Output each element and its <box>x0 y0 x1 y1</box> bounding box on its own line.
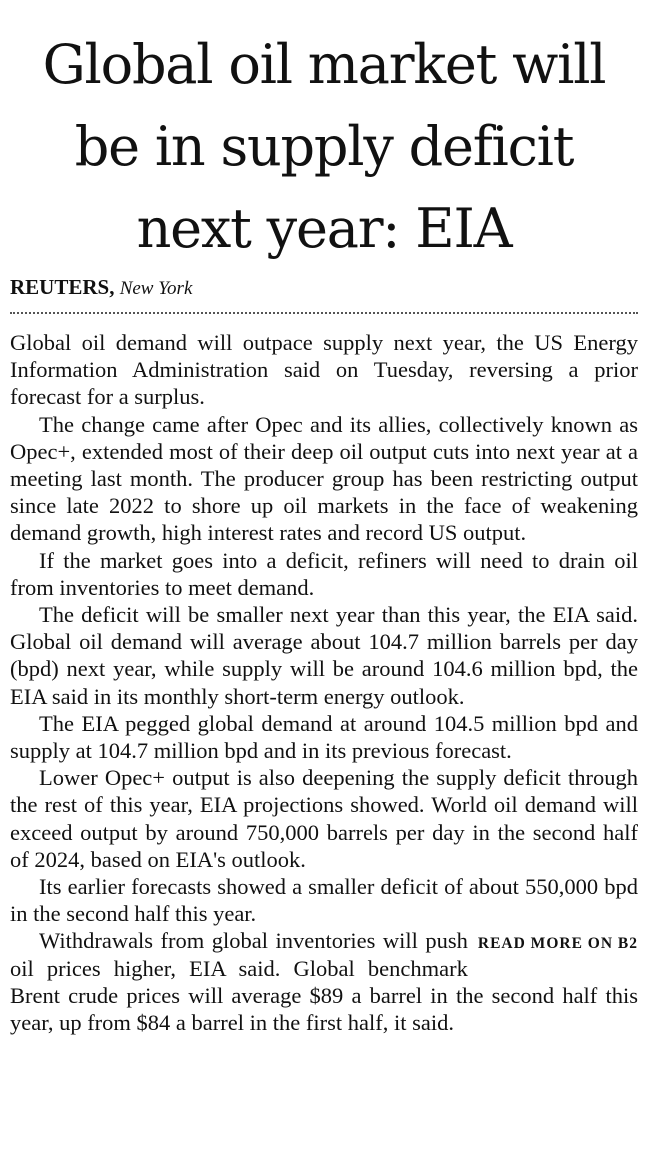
paragraph: Lower Opec+ output is also deepening the supply deficit through the rest of this year, EIA projections showed. World oil demand will exceed output by around 750,000 barrels per day in the second half of 2024, based on EIA's outlook. <box>10 765 638 872</box>
news-article <box>10 0 638 1036</box>
byline-agency: REUTERS, <box>10 275 115 299</box>
dotted-divider <box>10 312 638 314</box>
byline <box>10 274 638 302</box>
paragraph: The deficit will be smaller next year than this year, the EIA said. Global oil demand will average about 104.7 million barrels per day (bpd) next year, while supply will be around 104.6 million bpd, the EIA said in its monthly short-term energy outlook. <box>10 602 638 709</box>
paragraph: The EIA pegged global demand at around 104.5 million bpd and supply at 104.7 million bpd and in its previous forecast. <box>10 710 638 764</box>
article-body <box>10 329 638 1036</box>
paragraph-last <box>10 927 638 1036</box>
paragraph: Global oil demand will outpace supply next year, the US Energy Information Administration said on Tuesday, reversing a prior forecast for a surplus. <box>10 330 638 410</box>
headline: Global oil market will be in supply deficit next year: EIA <box>42 33 606 260</box>
read-more-link[interactable]: READ MORE ON B2 <box>477 935 638 953</box>
paragraph-text: Withdrawals from global inventories will push oil prices higher, EIA said. Global benchmark Brent crude prices will average $89 a barrel in the second half this year, up from $84 a barrel in the first half, it said. <box>10 928 638 1036</box>
paragraph: Its earlier forecasts showed a smaller deficit of about 550,000 bpd in the second half this year. <box>10 874 638 927</box>
byline-dateline: New York <box>119 278 193 299</box>
paragraph: The change came after Opec and its allies, collectively known as Opec+, extended most of their deep oil output cuts into next year at a meeting last month. The producer group has been restricting output since late 2022 to shore up oil markets in the face of weakening demand growth, high interest rates and record US output. <box>10 411 638 546</box>
paragraph: If the market goes into a deficit, refiners will need to drain oil from inventories to meet demand. <box>10 547 638 600</box>
